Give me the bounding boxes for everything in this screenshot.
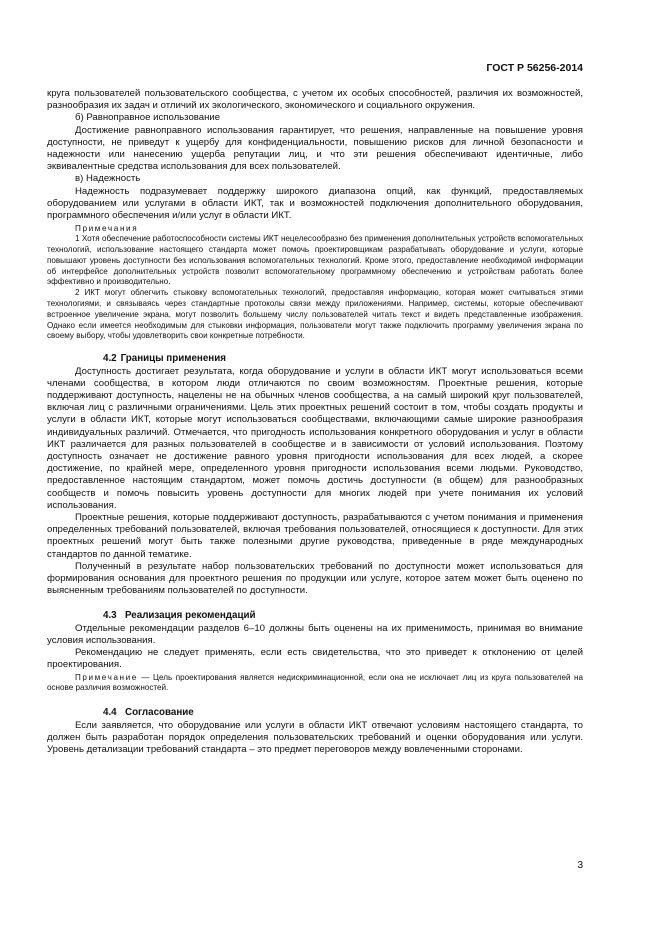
section-4-2-heading — [47, 353, 583, 365]
section-4-4-paragraph-1: Если заявляется, что оборудование или услуги в области ИКТ отвечают условиям настоящего стандарта, то должен быть разработан порядок определения пользовательских требований и оценки оборудования или услуги. Уровень детализации требований стандарта – это предмет переговоров между вовлеченными сторонами. — [47, 719, 583, 756]
standard-header: ГОСТ Р 56256-2014 — [486, 62, 583, 74]
section-4-2-title: Границы применения — [120, 353, 226, 365]
section-4-4-heading — [47, 707, 583, 719]
section-4-3-heading — [47, 610, 583, 622]
section-4-3-number: 4.3 — [103, 610, 117, 622]
item-b-text: Достижение равноправного использования гарантирует, что решения, направленные на повышение уровня доступности, не приведут к ущербу для конфиденциальности, повышению рисков для личной безопасности и надежности или нанесению ущерба репутации лиц, и что эти решения обеспечивают идентичные, либо эквивалентные средства использования для всех пользователей. — [47, 124, 583, 173]
section-4-2-paragraph-3: Полученный в результате набор пользовательских требований по доступности может использоваться для формирования основания для проектного решения по продукции или услуге, которое затем может быть оценено по выясненным требованиям пользователей по доступности. — [47, 560, 583, 597]
section-4-3-note-text: — Цель проектирования является недискриминационной, если она не исключает лиц из круга пользователей на основе различия возможностей. — [47, 672, 583, 693]
section-4-4-number: 4.4 — [103, 707, 117, 719]
note-1: 1 Хотя обеспечение работоспособности системы ИКТ нецелесообразно без применения дополнительных устройств вспомогательных технологий, использование настоящего стандарта может помочь проектировщикам разрабатывать оборудование и услуги, которые повышают уровень доступности без использования вспомогательных технологий. Кроме этого, предоставление необходимой информации об интерфейсе дополнительных устройств позволит вспомогательному программному обеспечению и устройствам работать более эффективно и производительно. — [47, 234, 583, 287]
section-4-3-title: Реализация рекомендаций — [125, 610, 256, 622]
section-4-2-paragraph-2: Проектные решения, которые поддерживают доступность, разрабатываются с учетом понимания и применения определенных требований пользователей, включая требования пользователей, относящиеся к доступности. Для этих проектных решений могут быть также полезными другие руководства, приведенные в ряде международных стандартов по данной тематике. — [47, 512, 583, 560]
paragraph-intro: круга пользователей пользовательского сообщества, с учетом их особых способностей, различия их возможностей, разнообразия их задач и отличий их экологического, экономического и социального окружения. — [47, 88, 583, 112]
section-4-3-paragraph-2: Рекомендацию не следует применять, если есть свидетельства, что это приведет к отклонению от целей проектирования. — [47, 647, 583, 671]
item-b-title: б) Равноправное использование — [75, 112, 221, 124]
item-v-text: Надежность подразумевает поддержку широкого диапазона опций, как функций, предоставляемых оборудованием или услугами в области ИКТ, так и возможностей подключения дополнительного оборудования, программного обеспечения и/или услуг в области ИКТ. — [47, 185, 583, 222]
note-2: 2 ИКТ могут облегчить стыковку вспомогательных технологий, предоставляя информацию, которая может считываться этими технологиями, и связываясь через стандартные протоколы связи между приложениями. Например, системы, которые обеспечивают встроенное увеличение экрана, могут позволить большему числу пользователей читать текст и видеть представленные изображения. Однако если имеется необходимым для стыковки информация, пользователи могут также подключить программу увеличения экрана по своему выбору, чтобы удовлетворить свои конкретные потребности. — [47, 288, 583, 341]
document-body — [47, 88, 583, 756]
section-4-2-paragraph-1: Доступность достигает результата, когда оборудование и услуги в области ИКТ могут использоваться всеми членами сообщества, в котором люди отличаются по своим возможностям. Проектные решения, которые поддерживают доступность, нацелены не на обычных членов сообщества, а на самый широкий круг пользователей, включая лиц с различными ограничениями. Цель этих проектных решений состоит в том, чтобы создать продукты и услуги в области ИКТ, которые могут использоваться сообществами, включающими самые широкие разнообразия индивидуальных различий. Отмечается, что пригодность использования конкретного оборудования и услуг в области ИКТ различается для разных пользователей в сообществе и в зависимости от условий использования. Поэтому доступность означает не достижение равного уровня пригодности использования для всех людей, а скорее достижение, по крайней мере, определенного уровня пригодности использования всеми людьми. Руководство, предоставленное настоящим стандартом, может помочь достичь доступности (в общем) для разнообразных сообществ и помочь повысить уровень доступности для многих людей при учете понимания их условий использования. — [47, 365, 583, 511]
section-4-2-number: 4.2 — [103, 353, 117, 365]
item-v-title: в) Надежность — [75, 173, 141, 185]
section-4-3-paragraph-1: Отдельные рекомендации разделов 6–10 должны быть оценены на их применимость, принимая во внимание условия использования. — [47, 622, 583, 647]
notes-label: Примечания — [75, 224, 139, 234]
page-number: 3 — [577, 860, 583, 871]
section-4-4-title: Согласование — [125, 707, 194, 719]
section-4-3-note-label: Примечание — [75, 672, 138, 682]
section-4-3-note — [47, 673, 583, 695]
